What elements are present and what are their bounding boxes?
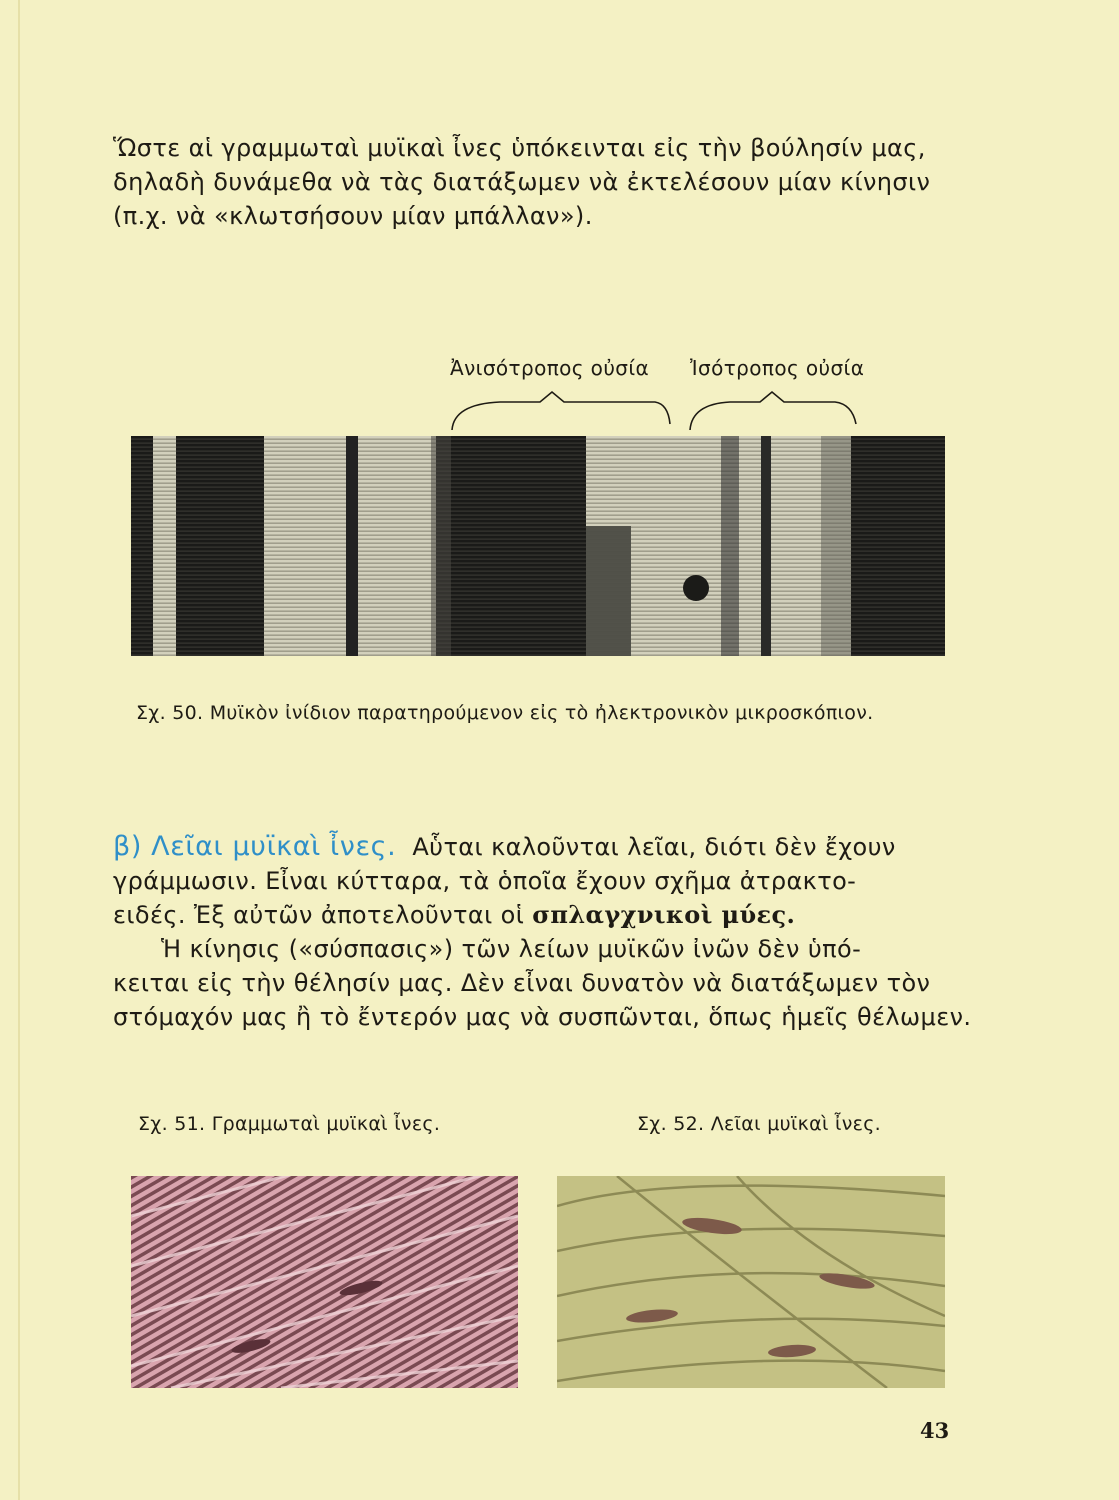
paragraph-line: Ἡ κίνησις («σύσπασις») τῶν λείων μυϊκῶν ἰνῶν δὲν ὑπό-	[161, 935, 862, 963]
figure-51-caption: Σχ. 51. Γραμμωταὶ μυϊκαὶ ἶνες.	[138, 1113, 441, 1135]
paragraph-line: δηλαδὴ δυνάμεθα νὰ τὰς διατάξωμεν νὰ ἐκτελέσουν μίαν κίνησιν	[113, 168, 931, 196]
paragraph-smooth-muscles	[113, 830, 972, 1034]
page-edge-line	[18, 0, 20, 1500]
smooth-muscle-fibers-image	[557, 1176, 945, 1388]
paragraph-line: γράμμωσιν. Εἶναι κύτταρα, τὰ ὁποῖα ἔχουν σχῆμα ἀτρακτο-	[113, 867, 857, 895]
label-isotropic-substance: Ἰσότροπος οὐσία	[690, 356, 865, 380]
page-number: 43	[920, 1418, 950, 1443]
brace-annotation	[440, 390, 870, 436]
section-heading-smooth-muscles: β) Λεῖαι μυϊκαὶ ἶνες.	[113, 831, 397, 862]
bold-term-visceral-muscles: σπλαγχνικοὶ μύες.	[532, 900, 796, 929]
paragraph-line: κειται εἰς τὴν θέλησίν μας. Δὲν εἶναι δυνατὸν νὰ διατάξωμεν τὸν	[113, 969, 931, 997]
paragraph-line: Ὥστε αἱ γραμμωταὶ μυϊκαὶ ἶνες ὑπόκεινται εἰς τὴν βούλησίν μας,	[113, 134, 926, 162]
electron-micrograph-myofibril	[131, 436, 945, 656]
paragraph-line: στόμαχόν μας ἢ τὸ ἔντερόν μας νὰ συσπῶνται, ὅπως ἡμεῖς θέλωμεν.	[113, 1003, 972, 1031]
paragraph-text: ειδές. Ἐξ αὐτῶν ἀποτελοῦνται οἱ	[113, 901, 533, 929]
figure-52-caption: Σχ. 52. Λεῖαι μυϊκαὶ ἶνες.	[637, 1113, 882, 1135]
striated-muscle-fibers-image	[131, 1176, 518, 1388]
paragraph-line	[113, 898, 951, 932]
figure-50-caption: Σχ. 50. Μυϊκὸν ἰνίδιον παρατηρούμενον εἰς τὸ ἠλεκτρονικὸν μικροσκόπιον.	[136, 702, 874, 724]
paragraph-text: Αὗται καλοῦνται λεῖαι, διότι δὲν ἔχουν	[412, 833, 896, 861]
brace-isotropic	[690, 392, 856, 430]
paragraph-line	[113, 830, 951, 864]
brace-anisotropic	[452, 392, 670, 430]
paragraph-striated-muscles	[113, 131, 951, 233]
label-anisotropic-substance: Ἀνισότροπος οὐσία	[450, 356, 650, 380]
paragraph-line: (π.χ. νὰ «κλωτσήσουν μίαν μπάλλαν»).	[113, 202, 593, 230]
